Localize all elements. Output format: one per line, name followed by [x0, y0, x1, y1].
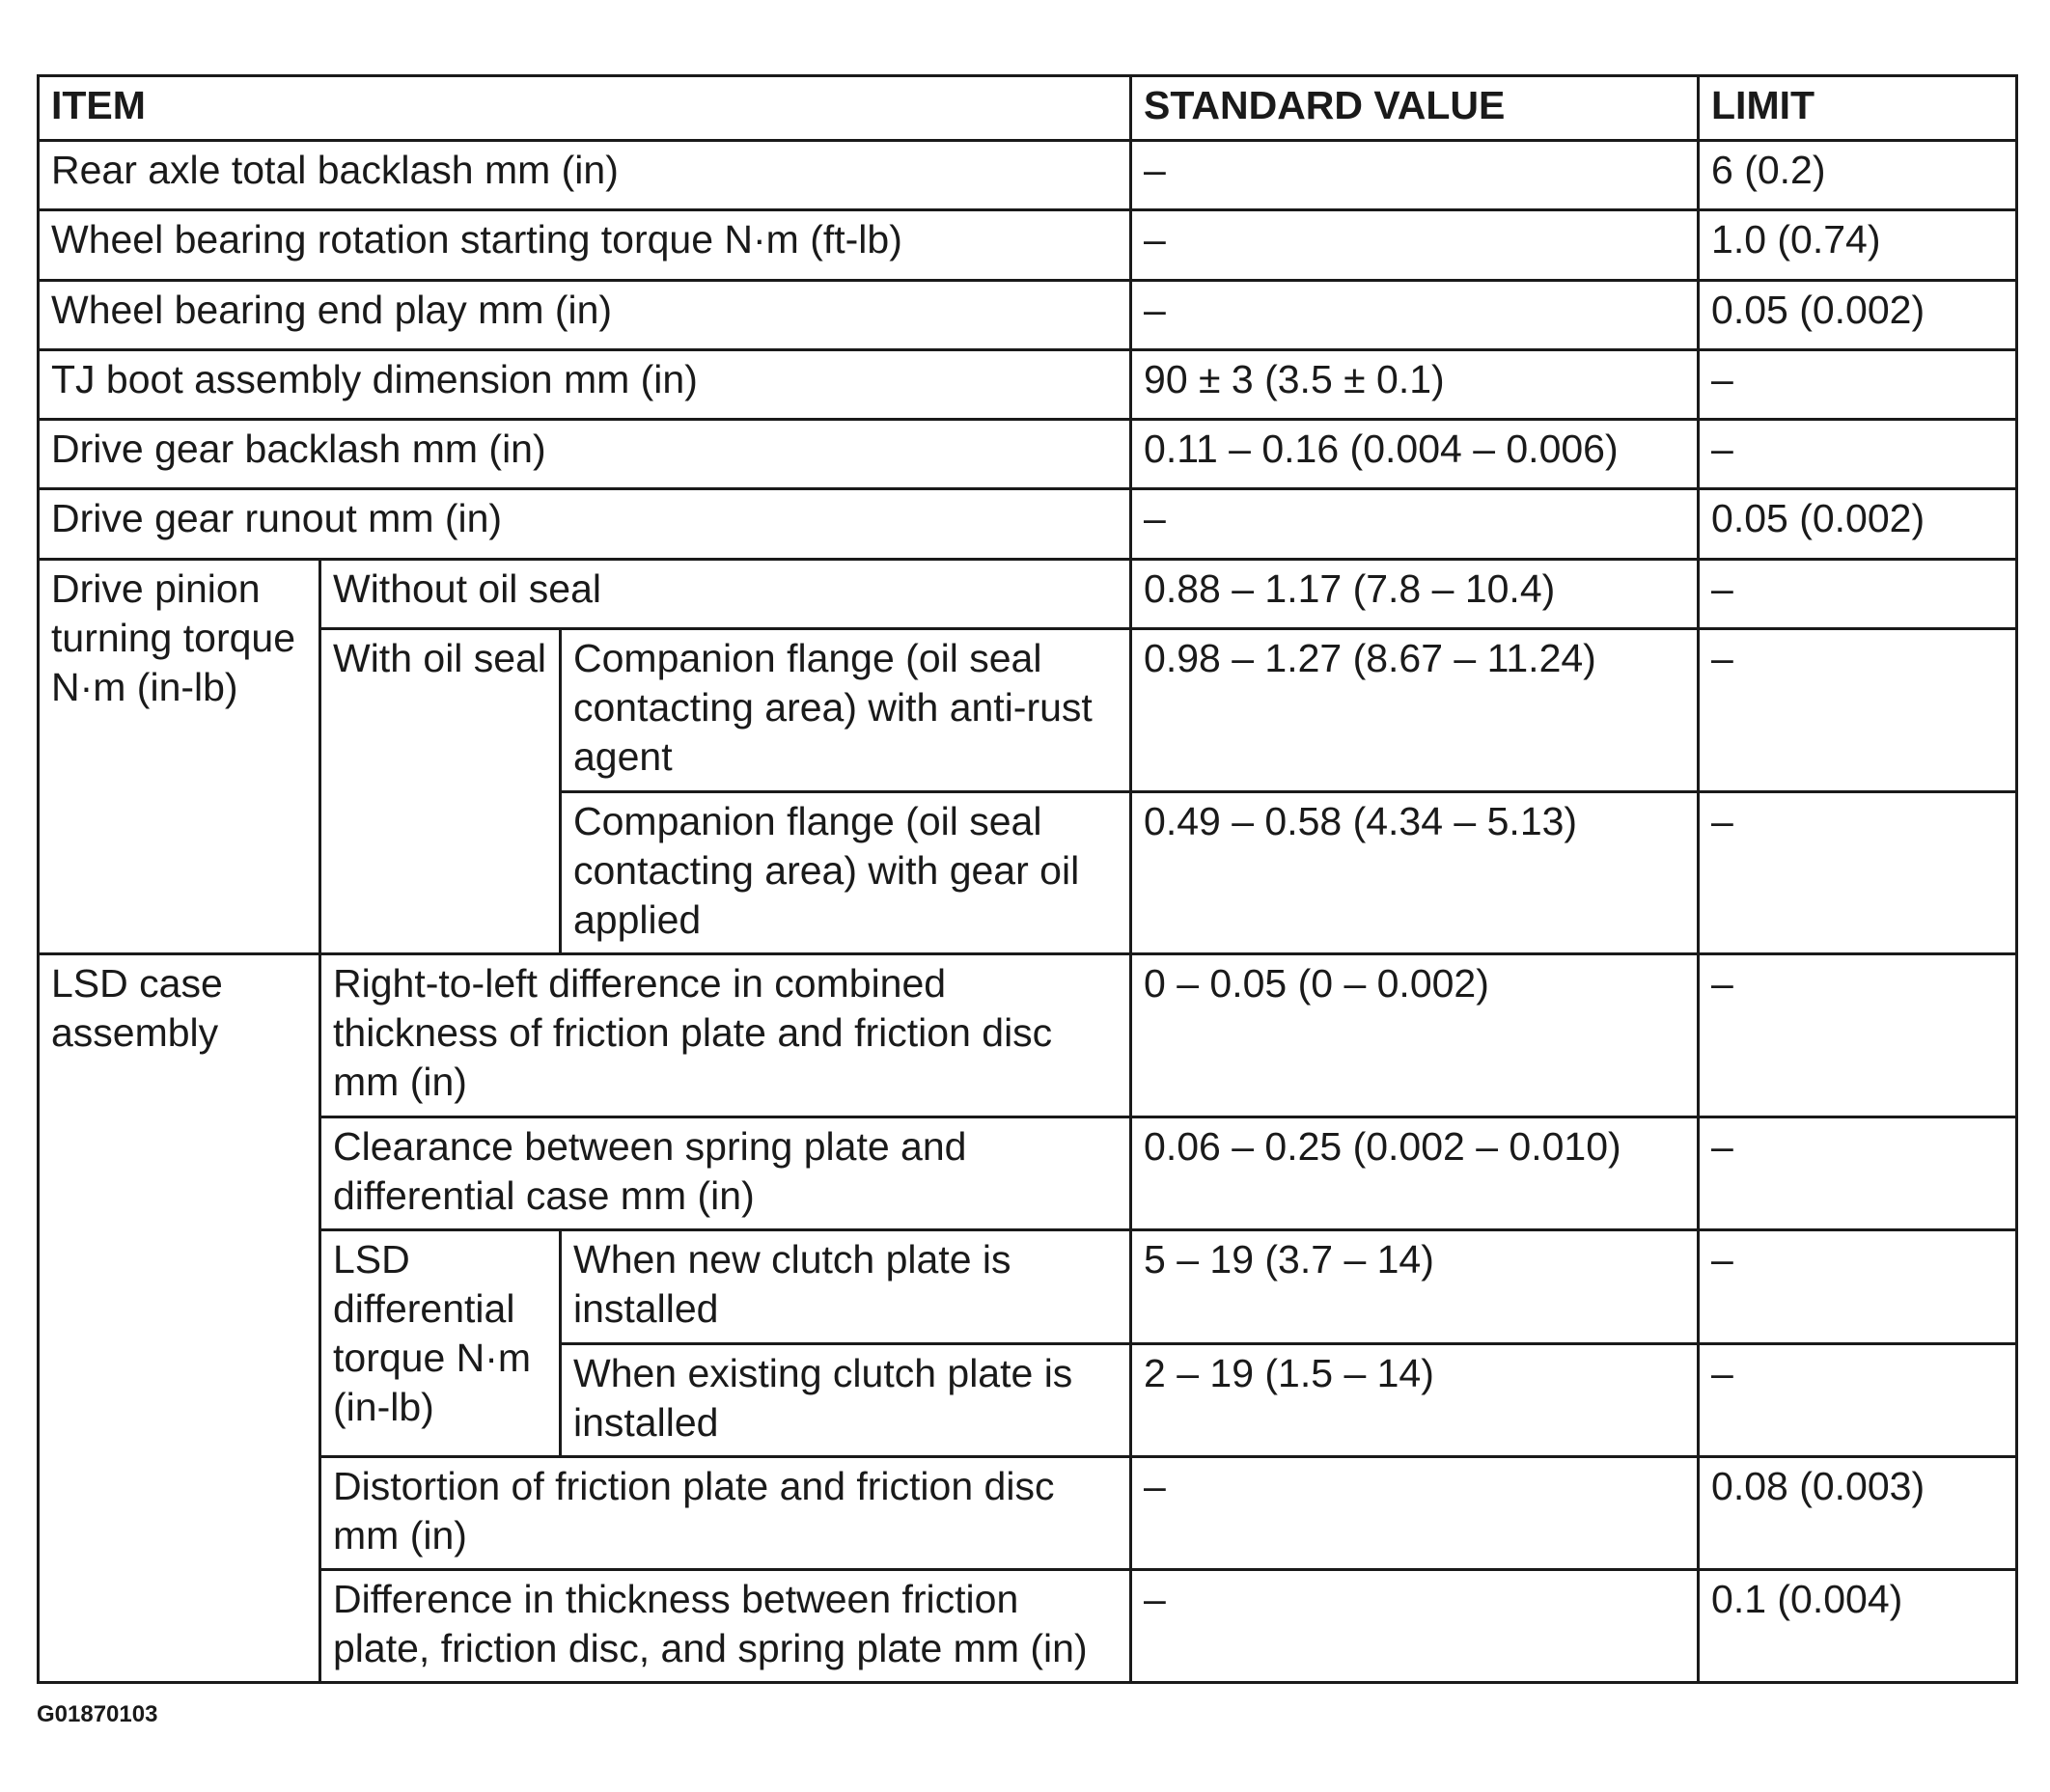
table-row	[39, 629, 2017, 792]
standard-value-cell: –	[1131, 210, 1699, 281]
header-limit: LIMIT	[1699, 76, 2017, 141]
table-row	[39, 560, 2017, 629]
standard-value-cell: 0.06 – 0.25 (0.002 – 0.010)	[1131, 1117, 1699, 1230]
limit-cell: –	[1699, 350, 2017, 420]
item-cell: Drive gear backlash mm (in)	[39, 420, 1131, 489]
table-row	[39, 1570, 2017, 1683]
standard-value-cell: –	[1131, 489, 1699, 560]
lsd-differential-torque-label: LSD differential torque N·m (in-lb)	[320, 1230, 561, 1457]
standard-value-cell: 0.11 – 0.16 (0.004 – 0.006)	[1131, 420, 1699, 489]
standard-value-cell: 0 – 0.05 (0 – 0.002)	[1131, 954, 1699, 1117]
drive-pinion-label: Drive pinion turning torque N·m (in-lb)	[39, 560, 320, 954]
limit-cell: 0.08 (0.003)	[1699, 1457, 2017, 1570]
table-row	[39, 350, 2017, 420]
standard-value-cell: 90 ± 3 (3.5 ± 0.1)	[1131, 350, 1699, 420]
standard-value-cell: –	[1131, 1457, 1699, 1570]
limit-cell: –	[1699, 1230, 2017, 1344]
distortion-label: Distortion of friction plate and friction disc mm (in)	[320, 1457, 1131, 1570]
item-cell: Wheel bearing end play mm (in)	[39, 281, 1131, 350]
standard-value-cell: –	[1131, 141, 1699, 210]
table-row	[39, 210, 2017, 281]
item-cell: Wheel bearing rotation starting torque N·m (ft-lb)	[39, 210, 1131, 281]
limit-cell: 0.1 (0.004)	[1699, 1570, 2017, 1683]
thickness-difference-label: Right-to-left difference in combined thickness of friction plate and friction disc mm (in)	[320, 954, 1131, 1117]
limit-cell: 0.05 (0.002)	[1699, 281, 2017, 350]
limit-cell: –	[1699, 1344, 2017, 1457]
table-row	[39, 141, 2017, 210]
table-row	[39, 1230, 2017, 1344]
existing-clutch-plate-label: When existing clutch plate is installed	[561, 1344, 1131, 1457]
table-row	[39, 489, 2017, 560]
anti-rust-agent-label: Companion flange (oil seal contacting area) with anti-rust agent	[561, 629, 1131, 792]
new-clutch-plate-label: When new clutch plate is installed	[561, 1230, 1131, 1344]
header-standard-value: STANDARD VALUE	[1131, 76, 1699, 141]
limit-cell: –	[1699, 954, 2017, 1117]
standard-value-cell: 0.88 – 1.17 (7.8 – 10.4)	[1131, 560, 1699, 629]
item-cell: Drive gear runout mm (in)	[39, 489, 1131, 560]
with-oil-seal-label: With oil seal	[320, 629, 561, 954]
clearance-label: Clearance between spring plate and differential case mm (in)	[320, 1117, 1131, 1230]
header-row	[39, 76, 2017, 141]
standard-value-cell: 2 – 19 (1.5 – 14)	[1131, 1344, 1699, 1457]
table-row	[39, 1117, 2017, 1230]
item-cell: TJ boot assembly dimension mm (in)	[39, 350, 1131, 420]
table-row	[39, 420, 2017, 489]
limit-cell: –	[1699, 792, 2017, 954]
item-cell: Rear axle total backlash mm (in)	[39, 141, 1131, 210]
limit-cell: 6 (0.2)	[1699, 141, 2017, 210]
figure-code: G01870103	[37, 1701, 158, 1727]
standard-value-cell: 0.49 – 0.58 (4.34 – 5.13)	[1131, 792, 1699, 954]
table-row	[39, 281, 2017, 350]
limit-cell: –	[1699, 629, 2017, 792]
table-row	[39, 954, 2017, 1117]
standard-value-cell: –	[1131, 1570, 1699, 1683]
limit-cell: 0.05 (0.002)	[1699, 489, 2017, 560]
header-item: ITEM	[39, 76, 1131, 141]
limit-cell: 1.0 (0.74)	[1699, 210, 2017, 281]
gear-oil-label: Companion flange (oil seal contacting area) with gear oil applied	[561, 792, 1131, 954]
lsd-case-assembly-label: LSD case assembly	[39, 954, 320, 1683]
without-oil-seal-label: Without oil seal	[320, 560, 1131, 629]
thickness-between-label: Difference in thickness between friction plate, friction disc, and spring plate mm (in)	[320, 1570, 1131, 1683]
limit-cell: –	[1699, 560, 2017, 629]
limit-cell: –	[1699, 420, 2017, 489]
limit-cell: –	[1699, 1117, 2017, 1230]
standard-value-cell: –	[1131, 281, 1699, 350]
table-row	[39, 1457, 2017, 1570]
standard-value-cell: 5 – 19 (3.7 – 14)	[1131, 1230, 1699, 1344]
specification-table	[37, 74, 2018, 1684]
standard-value-cell: 0.98 – 1.27 (8.67 – 11.24)	[1131, 629, 1699, 792]
